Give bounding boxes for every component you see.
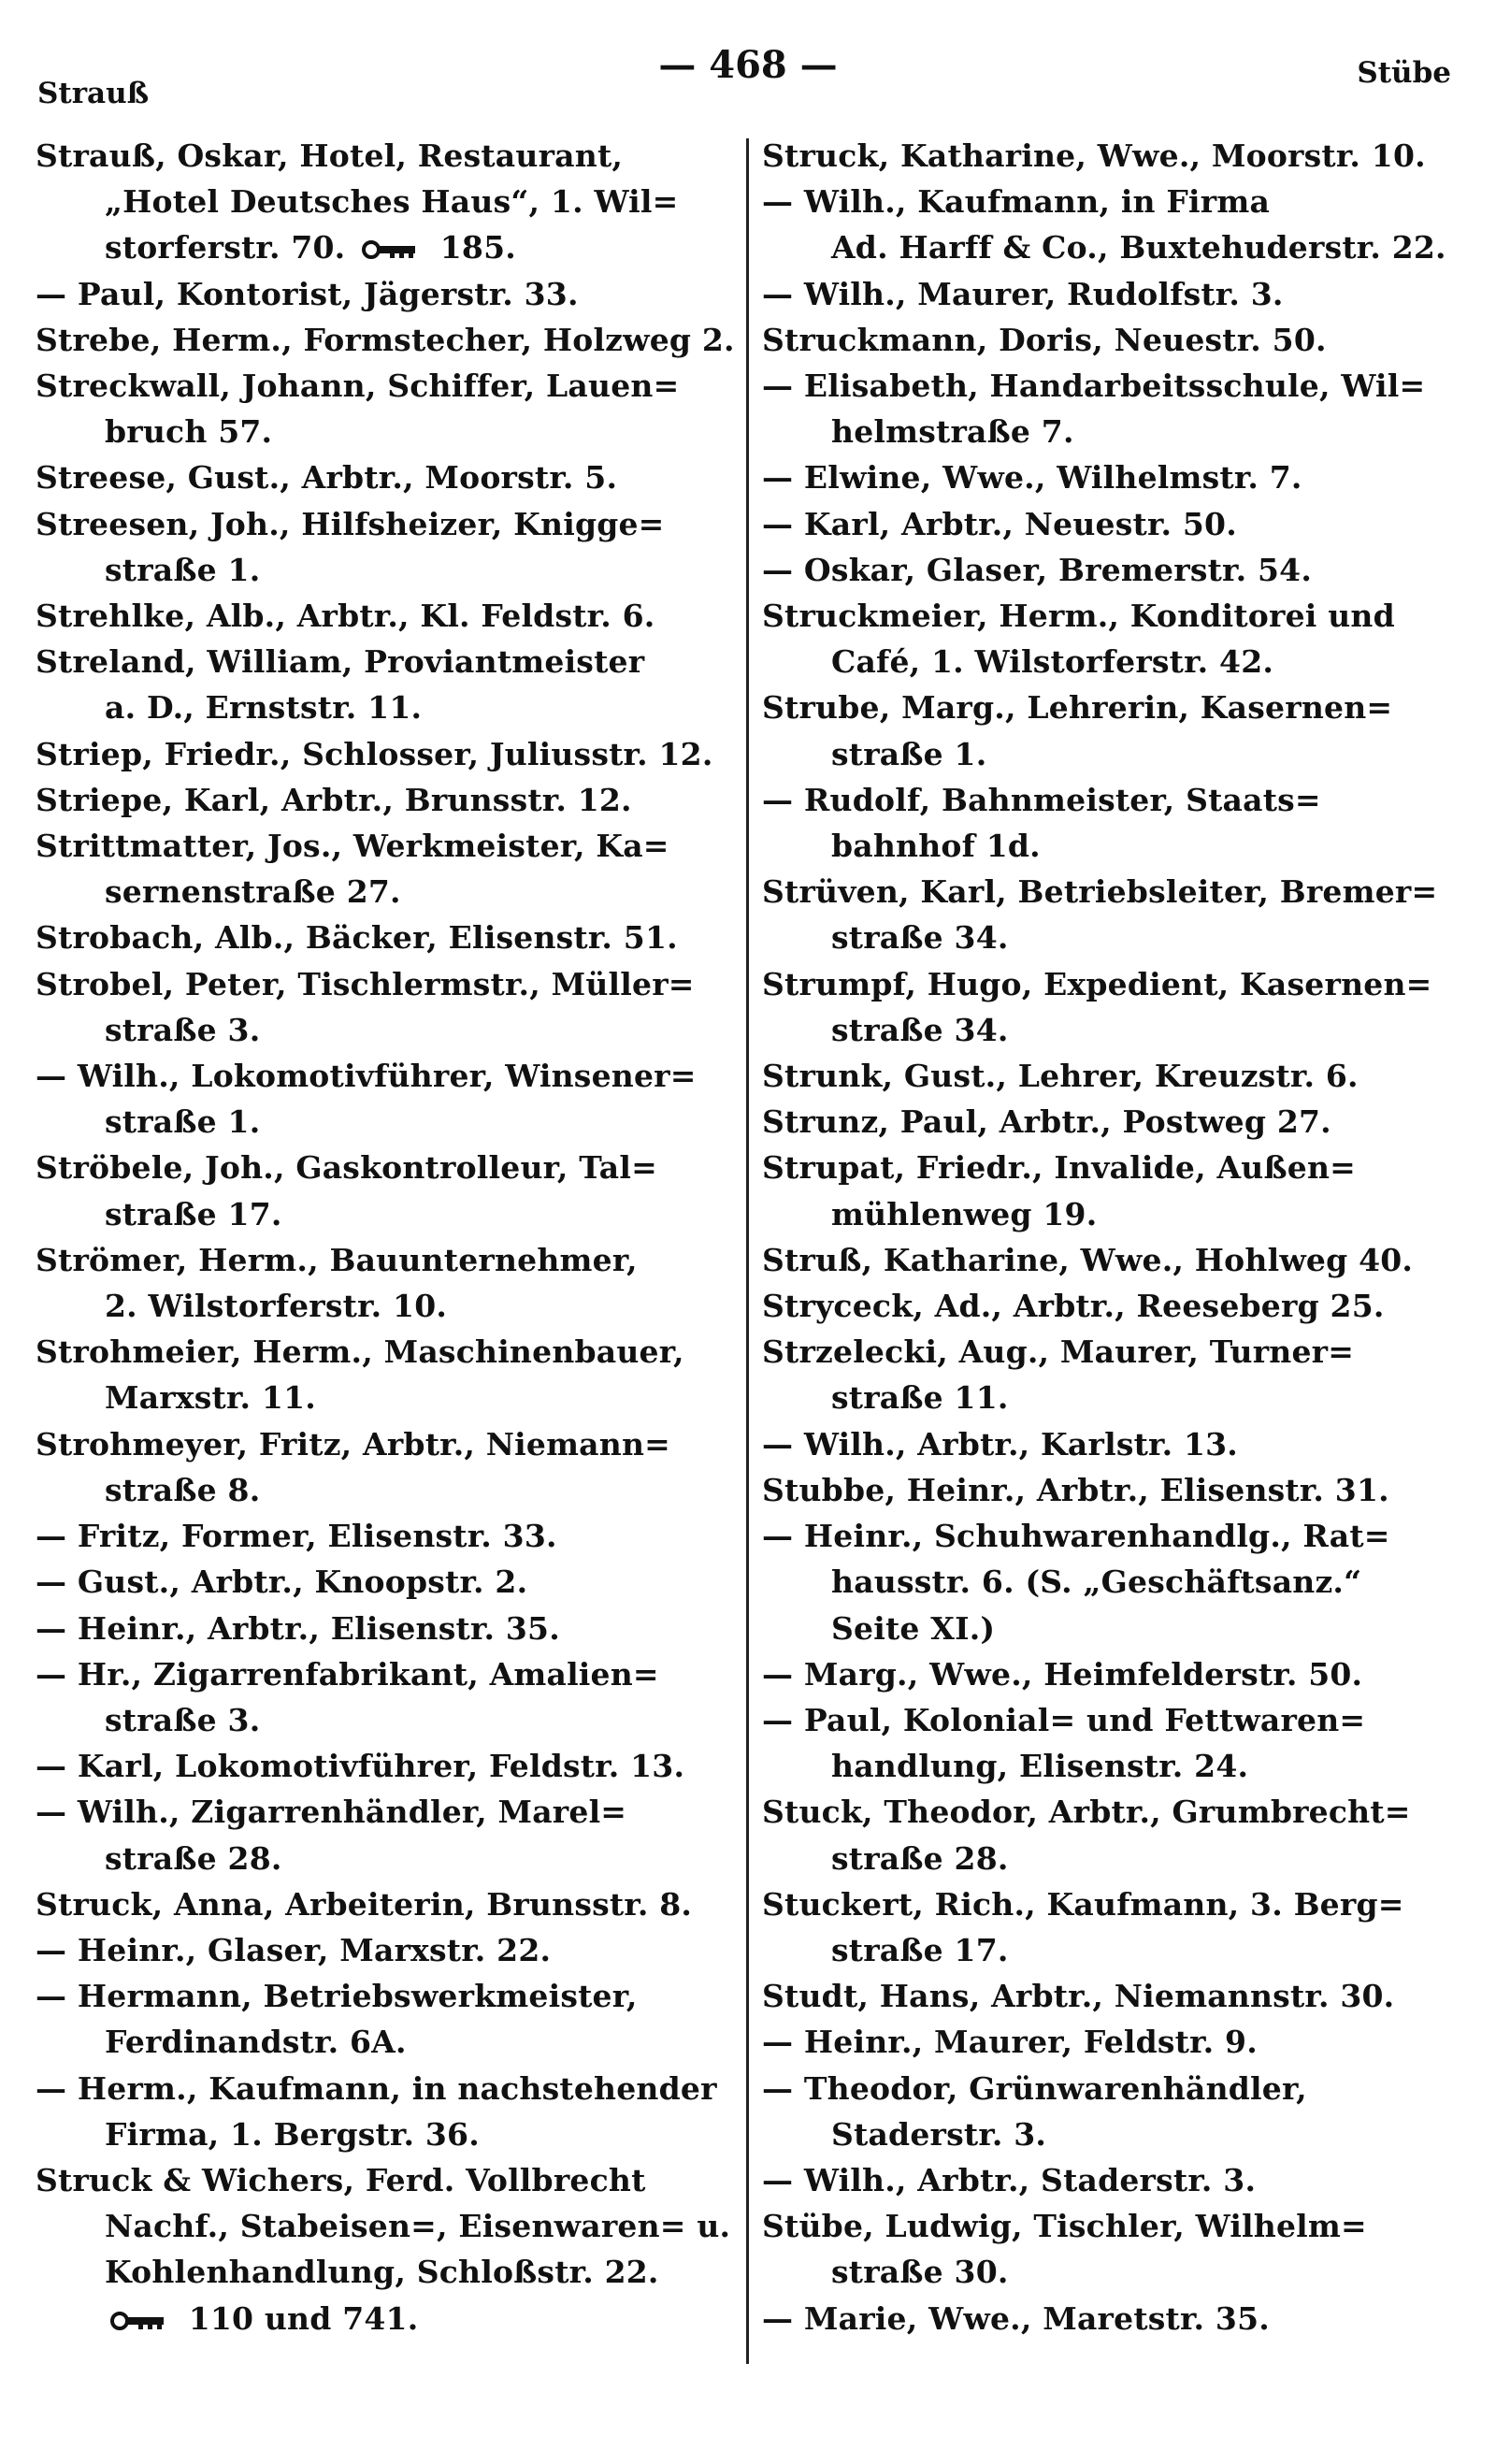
- directory-entry: [36, 501, 737, 593]
- entry-line: Strobach, Alb., Bäcker, Elisenstr. 51.: [36, 919, 678, 957]
- entry-line: Struckmeier, Herm., Konditorei und: [762, 598, 1395, 635]
- entry-line: Struck, Katharine, Wwe., Moorstr. 10.: [762, 137, 1426, 174]
- entry-line: — Heinr., Schuhwarenhandlg., Rat=: [762, 1518, 1390, 1555]
- entry-text: storferstr. 70.: [105, 229, 357, 267]
- directory-entry: [36, 1881, 737, 1927]
- directory-entry: [762, 1467, 1460, 1513]
- left-column: [36, 133, 746, 2452]
- entry-line: — Karl, Lokomotivführer, Feldstr. 13.: [36, 1748, 685, 1785]
- entry-line: — Heinr., Glaser, Marxstr. 22.: [36, 1931, 552, 1968]
- entry-text: 185.: [429, 229, 516, 267]
- directory-entry: [36, 1651, 737, 1743]
- directory-entry: [36, 1559, 737, 1605]
- entry-line: hausstr. 6. (S. „Geschäftsanz.“: [831, 1563, 1362, 1601]
- entry-line: bruch 57.: [105, 413, 273, 451]
- entry-line: — Heinr., Maurer, Feldstr. 9.: [762, 2024, 1258, 2061]
- directory-entry: [762, 1789, 1460, 1880]
- directory-entry: [762, 317, 1460, 363]
- directory-entry: [36, 1237, 737, 1329]
- directory-entry: [36, 2157, 737, 2342]
- entry-line: — Fritz, Former, Elisenstr. 33.: [36, 1518, 557, 1555]
- directory-entry: [36, 1606, 737, 1651]
- directory-entry: [762, 2019, 1460, 2065]
- entry-line: — Paul, Kontorist, Jägerstr. 33.: [36, 275, 579, 312]
- entry-line: Streland, William, Proviantmeister: [36, 643, 645, 681]
- directory-entry: [762, 1513, 1460, 1651]
- entry-line: Strobel, Peter, Tischlermstr., Müller=: [36, 965, 695, 1002]
- directory-entry: [36, 363, 737, 454]
- directory-entry: [36, 1927, 737, 1973]
- entry-line: sernenstraße 27.: [105, 873, 401, 911]
- directory-entry: [762, 1973, 1460, 2019]
- entry-line: — Hermann, Betriebswerkmeister,: [36, 1978, 638, 2015]
- entry-line: Streesen, Joh., Hilfsheizer, Knigge=: [36, 505, 665, 542]
- entry-line: Studt, Hans, Arbtr., Niemannstr. 30.: [762, 1978, 1395, 2015]
- entry-line: Strunk, Gust., Lehrer, Kreuzstr. 6.: [762, 1058, 1359, 1095]
- entry-line: bahnhof 1d.: [831, 828, 1041, 865]
- header-right-keyword: Stübe: [1357, 56, 1451, 90]
- entry-line: Stübe, Ludwig, Tischler, Wilhelm=: [762, 2208, 1367, 2245]
- directory-entry: [762, 271, 1460, 317]
- entry-line: 2. Wilstorferstr. 10.: [105, 1288, 448, 1325]
- directory-entry: [36, 1329, 737, 1420]
- directory-entry: [762, 363, 1460, 454]
- entry-line: — Wilh., Lokomotivführer, Winsener=: [36, 1058, 697, 1095]
- directory-entry: [36, 133, 737, 271]
- entry-line: Café, 1. Wilstorferstr. 42.: [831, 643, 1274, 681]
- entry-line: helmstraße 7.: [831, 413, 1074, 451]
- directory-entry: [36, 1973, 737, 2065]
- entry-line: Strehlke, Alb., Arbtr., Kl. Feldstr. 6.: [36, 598, 655, 635]
- entry-line: Staderstr. 3.: [831, 2115, 1047, 2153]
- entry-text: 110 und 741.: [178, 2299, 419, 2337]
- entry-line: Seite XI.): [831, 1609, 996, 1647]
- entry-line: straße 3.: [105, 1011, 261, 1048]
- entry-line: — Gust., Arbtr., Knoopstr. 2.: [36, 1563, 528, 1601]
- directory-entry: [762, 684, 1460, 776]
- entry-line: Strömer, Herm., Bauunternehmer,: [36, 1241, 638, 1278]
- entry-line: Ferdinandstr. 6A.: [105, 2024, 407, 2061]
- entry-line: straße 8.: [105, 1471, 261, 1508]
- entry-line: — Wilh., Arbtr., Karlstr. 13.: [762, 1425, 1238, 1463]
- directory-entry: [762, 2296, 1460, 2342]
- entry-line: straße 28.: [831, 1839, 1009, 1877]
- entry-line: — Elwine, Wwe., Wilhelmstr. 7.: [762, 459, 1302, 497]
- directory-entry: [762, 1145, 1460, 1236]
- entry-line: Strüven, Karl, Betriebsleiter, Bremer=: [762, 873, 1438, 911]
- entry-line: Firma, 1. Bergstr. 36.: [105, 2115, 480, 2153]
- directory-entry: [762, 133, 1460, 179]
- entry-columns: [36, 133, 1460, 2452]
- header-left-keyword: Strauß: [37, 77, 150, 110]
- entry-line: — Wilh., Kaufmann, in Firma: [762, 183, 1271, 221]
- entry-line: [36, 224, 737, 270]
- directory-entry: [36, 915, 737, 960]
- entry-line: straße 28.: [105, 1839, 282, 1877]
- entry-line: Nachf., Stabeisen=, Eisenwaren= u.: [105, 2208, 731, 2245]
- entry-line: Stuck, Theodor, Arbtr., Grumbrecht=: [762, 1794, 1411, 1831]
- entry-line: — Paul, Kolonial= und Fettwaren=: [762, 1701, 1366, 1738]
- directory-entry: [36, 777, 737, 823]
- entry-line: a. D., Ernststr. 11.: [105, 689, 423, 727]
- entry-line: — Wilh., Zigarrenhändler, Marel=: [36, 1794, 627, 1831]
- directory-entry: [762, 1881, 1460, 1973]
- entry-line: Striepe, Karl, Arbtr., Brunsstr. 12.: [36, 781, 632, 818]
- telephone-key-icon: [110, 2311, 168, 2331]
- directory-entry: [36, 961, 737, 1053]
- directory-entry: [762, 777, 1460, 869]
- entry-line: Ad. Harff & Co., Buxtehuderstr. 22.: [831, 229, 1446, 267]
- directory-entry: [36, 823, 737, 915]
- entry-line: Streese, Gust., Arbtr., Moorstr. 5.: [36, 459, 618, 497]
- directory-entry: [762, 1697, 1460, 1789]
- entry-line: — Marg., Wwe., Heimfelderstr. 50.: [762, 1655, 1363, 1693]
- entry-line: straße 11.: [831, 1379, 1009, 1417]
- entry-line: Ströbele, Joh., Gaskontrolleur, Tal=: [36, 1149, 657, 1187]
- right-column: [749, 133, 1460, 2452]
- entry-line: mühlenweg 19.: [831, 1195, 1098, 1232]
- entry-line: straße 30.: [831, 2254, 1009, 2291]
- entry-line: — Rudolf, Bahnmeister, Staats=: [762, 781, 1321, 818]
- entry-line: — Wilh., Arbtr., Staderstr. 3.: [762, 2161, 1257, 2198]
- directory-entry: [36, 317, 737, 363]
- directory-entry: [36, 1053, 737, 1145]
- entry-line: Striep, Friedr., Schlosser, Juliusstr. 12.: [36, 735, 713, 772]
- entry-line: Streckwall, Johann, Schiffer, Lauen=: [36, 367, 680, 405]
- directory-entry: [36, 1789, 737, 1880]
- directory-entry: [762, 1329, 1460, 1420]
- entry-line: Strube, Marg., Lehrerin, Kasernen=: [762, 689, 1393, 727]
- entry-line: straße 34.: [831, 919, 1009, 957]
- directory-entry: [762, 547, 1460, 593]
- entry-line: — Hr., Zigarrenfabrikant, Amalien=: [36, 1655, 659, 1693]
- entry-line: — Herm., Kaufmann, in nachstehender: [36, 2069, 717, 2107]
- entry-line: Strohmeyer, Fritz, Arbtr., Niemann=: [36, 1425, 671, 1463]
- entry-line: straße 1.: [105, 1103, 261, 1141]
- entry-line: Strupat, Friedr., Invalide, Außen=: [762, 1149, 1357, 1187]
- directory-entry: [36, 2066, 737, 2157]
- entry-line: Stuckert, Rich., Kaufmann, 3. Berg=: [762, 1885, 1404, 1923]
- directory-entry: [762, 593, 1460, 684]
- entry-line: Struckmann, Doris, Neuestr. 50.: [762, 321, 1327, 358]
- entry-line: Strzelecki, Aug., Maurer, Turner=: [762, 1333, 1355, 1371]
- directory-entry: [36, 1145, 737, 1236]
- telephone-key-icon: [362, 239, 420, 260]
- entry-line: Marxstr. 11.: [105, 1379, 316, 1417]
- entry-line: [36, 2296, 737, 2342]
- entry-line: Stryceck, Ad., Arbtr., Reeseberg 25.: [762, 1288, 1385, 1325]
- directory-entry: [762, 179, 1460, 270]
- entry-line: Stubbe, Heinr., Arbtr., Elisenstr. 31.: [762, 1471, 1389, 1508]
- directory-entry: [36, 1743, 737, 1789]
- directory-entry: [762, 2066, 1460, 2157]
- entry-line: „Hotel Deutsches Haus“, 1. Wil=: [105, 183, 679, 221]
- entry-line: Struß, Katharine, Wwe., Hohlweg 40.: [762, 1241, 1414, 1278]
- directory-entry: [762, 2203, 1460, 2295]
- entry-line: straße 17.: [105, 1195, 282, 1232]
- directory-entry: [36, 1421, 737, 1513]
- entry-line: Struck & Wichers, Ferd. Vollbrecht: [36, 2161, 646, 2198]
- entry-line: straße 1.: [105, 551, 261, 588]
- entry-line: Strauß, Oskar, Hotel, Restaurant,: [36, 137, 624, 174]
- directory-entry: [762, 1651, 1460, 1697]
- directory-entry: [762, 1099, 1460, 1145]
- directory-entry: [36, 639, 737, 730]
- directory-entry: [762, 869, 1460, 960]
- directory-entry: [762, 1421, 1460, 1467]
- directory-entry: [762, 1053, 1460, 1099]
- page-header: [36, 34, 1460, 110]
- entry-line: Strebe, Herm., Formstecher, Holzweg 2.: [36, 321, 735, 358]
- entry-line: Struck, Anna, Arbeiterin, Brunsstr. 8.: [36, 1885, 693, 1923]
- entry-line: Kohlenhandlung, Schloßstr. 22.: [105, 2254, 659, 2291]
- entry-line: straße 17.: [831, 1931, 1009, 1968]
- directory-entry: [762, 2157, 1460, 2203]
- directory-entry: [762, 1237, 1460, 1283]
- entry-line: — Theodor, Grünwarenhändler,: [762, 2069, 1307, 2107]
- directory-entry: [762, 454, 1460, 500]
- entry-line: straße 3.: [105, 1701, 261, 1738]
- directory-entry: [762, 501, 1460, 547]
- page-number: — 468 —: [658, 43, 838, 87]
- entry-line: straße 1.: [831, 735, 987, 772]
- entry-line: Strunz, Paul, Arbtr., Postweg 27.: [762, 1103, 1331, 1141]
- entry-line: — Heinr., Arbtr., Elisenstr. 35.: [36, 1609, 560, 1647]
- directory-entry: [36, 593, 737, 639]
- entry-line: — Wilh., Maurer, Rudolfstr. 3.: [762, 275, 1284, 312]
- directory-entry: [36, 731, 737, 777]
- entry-line: — Marie, Wwe., Maretstr. 35.: [762, 2299, 1270, 2337]
- entry-line: — Oskar, Glaser, Bremerstr. 54.: [762, 551, 1313, 588]
- entry-line: straße 34.: [831, 1011, 1009, 1048]
- entry-line: — Elisabeth, Handarbeitsschule, Wil=: [762, 367, 1426, 405]
- entry-line: Strittmatter, Jos., Werkmeister, Ka=: [36, 828, 669, 865]
- entry-line: Strumpf, Hugo, Expedient, Kasernen=: [762, 965, 1432, 1002]
- entry-line: — Karl, Arbtr., Neuestr. 50.: [762, 505, 1237, 542]
- directory-entry: [762, 961, 1460, 1053]
- directory-entry: [36, 1513, 737, 1559]
- entry-line: Strohmeier, Herm., Maschinenbauer,: [36, 1333, 684, 1371]
- directory-entry: [36, 454, 737, 500]
- directory-entry: [36, 271, 737, 317]
- directory-entry: [762, 1283, 1460, 1329]
- entry-line: handlung, Elisenstr. 24.: [831, 1748, 1249, 1785]
